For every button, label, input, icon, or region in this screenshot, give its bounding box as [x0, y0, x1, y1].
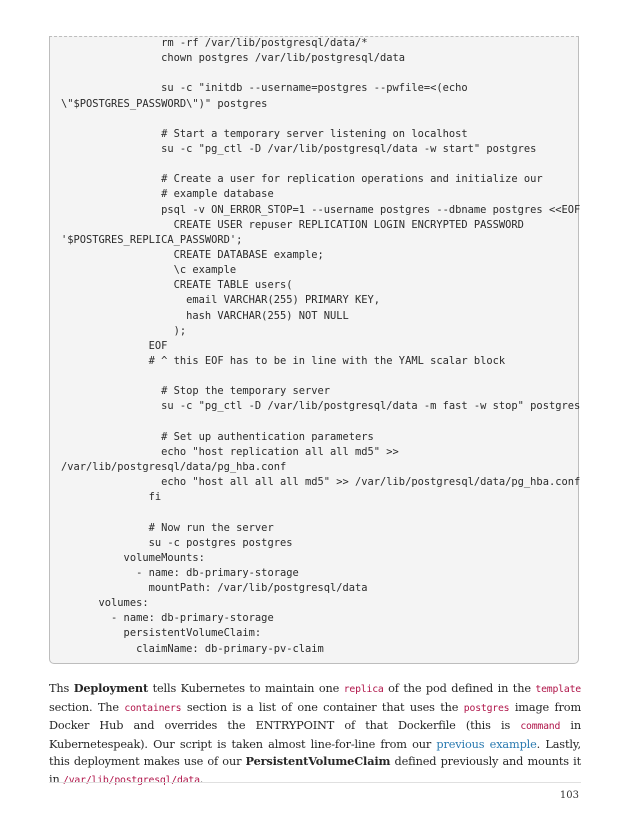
text-run: image from Docker Hub and overrides the ENTRYPOINT of that Dockerfile (this is — [49, 700, 582, 733]
code-listing — [61, 36, 580, 657]
code-line: \"$POSTGRES_PASSWORD\")" postgres — [61, 97, 268, 110]
code-line: su -c "pg_ctl -D /var/lib/postgresql/data -m fast -w stop" postgres — [61, 400, 581, 413]
code-line: hash VARCHAR(255) NOT NULL — [61, 309, 349, 322]
code-line: chown postgres /var/lib/postgresql/data — [61, 52, 406, 65]
code-line: - name: db-primary-storage — [61, 612, 274, 625]
code-template: template — [535, 684, 581, 695]
code-line — [61, 415, 580, 430]
code-line: volumeMounts: — [61, 551, 205, 564]
code-line: # example database — [61, 188, 274, 201]
code-line: # Create a user for replication operations and initialize our — [61, 173, 543, 186]
code-line — [61, 157, 580, 172]
code-containers: containers — [124, 702, 182, 714]
code-line: psql -v ON_ERROR_STOP=1 --username postgres --dbname postgres <<EOF — [61, 203, 581, 216]
code-line: EOF — [61, 339, 168, 352]
body-paragraph — [49, 680, 581, 790]
text-run: defined previously and mounts it in — [49, 755, 582, 786]
code-line: CREATE TABLE users( — [61, 279, 293, 292]
text-run: tells Kubernetes to maintain one — [148, 682, 344, 695]
text-run: . Lastly, this deployment makes use of our — [49, 737, 581, 769]
code-line: \c example — [61, 264, 237, 277]
code-line: # Now run the server — [61, 521, 274, 534]
term-persistent-volume-claim: PersistentVolumeClaim — [245, 754, 391, 769]
code-line: persistentVolumeClaim: — [61, 627, 262, 640]
code-postgres: postgres — [463, 702, 510, 714]
footer-divider — [49, 782, 581, 783]
code-line: echo "host replication all all md5" >> — [61, 445, 399, 458]
text-run: of the pod defined in the — [383, 682, 536, 695]
code-line: mountPath: /var/lib/postgresql/data — [61, 582, 368, 595]
code-replica: replica — [343, 684, 384, 695]
text-run: section is a list of one container that uses the — [181, 700, 464, 714]
code-line: claimName: db-primary-pv-claim — [61, 642, 324, 655]
code-line — [61, 505, 580, 520]
code-line: CREATE USER repuser REPLICATION LOGIN ENCRYPTED PASSWORD — [61, 218, 524, 231]
code-line: email VARCHAR(255) PRIMARY KEY, — [61, 294, 381, 307]
code-line: fi — [61, 491, 162, 504]
code-line: # ^ this EOF has to be in line with the YAML scalar block — [61, 354, 506, 367]
code-line: su -c "initdb --username=postgres --pwfile=<(echo — [61, 82, 468, 95]
text-run: in Kubernetespeak). Our script is taken almost line-for-line from our — [49, 719, 581, 751]
text-run: . — [199, 772, 204, 786]
page-number: 103 — [559, 790, 579, 801]
previous-example-link[interactable]: previous example — [436, 737, 537, 751]
code-line: echo "host all all all md5" >> /var/lib/postgresql/data/pg_hba.conf — [61, 476, 581, 489]
code-line: volumes: — [61, 597, 149, 610]
text-run: Ths — [49, 682, 74, 695]
code-line: su -c "pg_ctl -D /var/lib/postgresql/data -w start" postgres — [61, 142, 537, 155]
term-deployment: Deployment — [73, 681, 149, 695]
code-line: CREATE DATABASE example; — [61, 248, 324, 261]
code-line — [61, 369, 580, 384]
code-line: # Start a temporary server listening on localhost — [61, 127, 468, 140]
code-line: /var/lib/postgresql/data/pg_hba.conf — [61, 460, 287, 473]
code-line: '$POSTGRES_REPLICA_PASSWORD'; — [61, 233, 243, 246]
code-line: # Set up authentication parameters — [61, 430, 374, 443]
code-line: rm -rf /var/lib/postgresql/data/* — [61, 37, 368, 49]
code-line: - name: db-primary-storage — [61, 566, 299, 579]
code-line — [61, 66, 580, 81]
text-run: section. The — [49, 700, 125, 714]
code-line: ); — [61, 324, 187, 337]
code-mount-path: /var/lib/postgresql/data — [63, 774, 200, 786]
code-command: command — [520, 721, 561, 733]
code-line — [61, 112, 580, 127]
code-line: # Stop the temporary server — [61, 385, 330, 398]
code-line: su -c postgres postgres — [61, 536, 293, 549]
